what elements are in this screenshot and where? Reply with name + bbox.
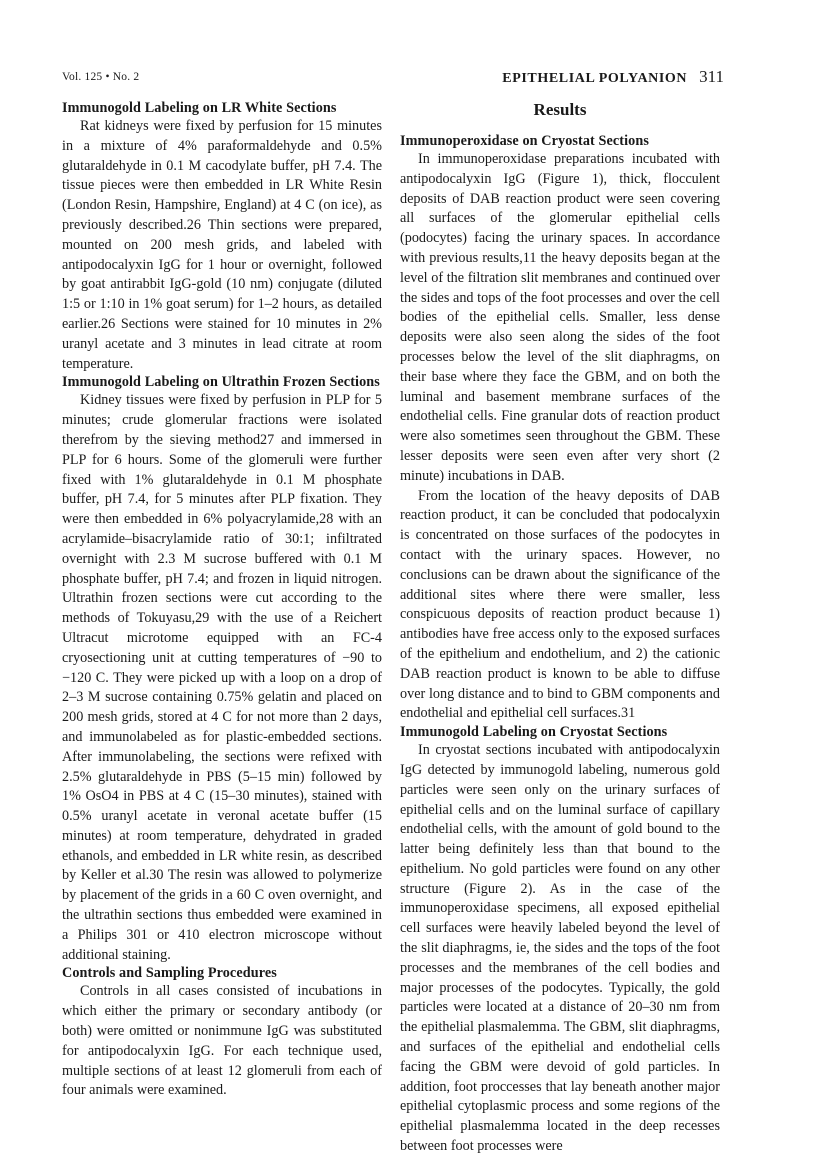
running-title: EPITHELIAL POLYANION bbox=[502, 71, 688, 86]
paragraph-immunoperoxidase-2: From the location of the heavy deposits of DAB reaction product, it can be concluded that podocalyxin is concentrated on those surfaces of the podocytes in contact with the urinary spaces. However, no conclusions can be drawn about the significance of the additional sites where there were smaller, less conspicuous deposits of reaction product because 1) antibodies have free access only to the exposed surfaces of the epithelium and endothelium, and 2) the cationic DAB reaction product is known to be able to diffuse over long distance and to bind to GBM components and endothelial and epithelial cell surfaces.31 bbox=[400, 487, 720, 722]
running-header bbox=[502, 67, 724, 87]
paragraph-controls: Controls in all cases consisted of incubations in which either the primary or secondary antibody (or both) were omitted or nonimmune IgG was substituted for antipodocalyxin IgG. For each technique used, multiple sections of at least 12 glomeruli from each of four animals were examined. bbox=[62, 983, 382, 1099]
journal-volume: Vol. 125 • No. 2 bbox=[62, 71, 140, 83]
page-number: 311 bbox=[699, 67, 724, 86]
left-column bbox=[62, 100, 382, 1101]
paragraph-lr-white: Rat kidneys were fixed by perfusion for 15 minutes in a mixture of 4% paraformaldehyde and 0.5% glutaraldehyde in 0.1 M cacodylate buffer, pH 7.4. The tissue pieces were then embedded in LR White Resin (London Resin, Hampshire, England) at 4 C (on ice), as previously described.26 Thin sections were prepared, mounted on 200 mesh grids, and labeled with antipodocalyxin IgG for 1 hour or overnight, followed by goat antirabbit IgG-gold (10 nm) conjugate (diluted 1:5 or 1:10 in 1% goat serum) for 1–2 hours, as detailed earlier.26 Sections were stained for 10 minutes in 2% uranyl acetate and 3 minutes in lead citrate at room temperature. bbox=[62, 118, 382, 372]
results-heading: Results bbox=[533, 100, 587, 119]
paragraph-ultrathin-frozen: Kidney tissues were fixed by perfusion in PLP for 5 minutes; crude glomerular fractions were isolated therefrom by the sieving method27 and immersed in PLP for 6 hours. Some of the glomeruli were further fixed with 1% glutaraldehyde in 0.1 M phosphate buffer, pH 7.4, for 5 minutes after PLP fixation. They were then embedded in 6% polyacrylamide,28 with an acrylamide–bisacrylamide ratio of 30:1; infiltrated overnight with 2.3 M sucrose buffered with 0.1 M phosphate buffer, pH 7.4; and frozen in liquid nitrogen. Ultrathin frozen sections were cut according to the methods of Tokuyasu,29 with the use of a Reichert Ultracut microtome equipped with an FC-4 cryosectioning unit at cutting temperatures of −90 to −120 C. They were picked up with a loop on a drop of 2–3 M sucrose containing 0.75% gelatin and placed on 200 mesh grids, stored at 4 C for not more than 2 days, and immunolabeled as for plastic-embedded sections. After immunolabeling, the sections were refixed with 2.5% glutaraldehyde in PBS (5–15 min) followed by 1% OsO4 in PBS at 4 C (15–30 minutes), stained with 0.5% uranyl acetate in veronal acetate buffer (15 minutes) at room temperature, dehydrated in graded ethanols, and embedded in LR white resin, as described by Keller et al.30 The resin was allowed to polymerize by placement of the grids in a 60 C oven overnight, and the ultrathin sections thus embedded were examined in a Philips 301 or 410 electron microscope without additional staining. bbox=[62, 392, 382, 963]
section-heading-ultrathin-frozen: Immunogold Labeling on Ultrathin Frozen Sections bbox=[62, 374, 380, 391]
section-heading-immunoperoxidase: Immunoperoxidase on Cryostat Sections bbox=[400, 133, 649, 149]
paragraph-immunogold-cryostat: In cryostat sections incubated with antipodocalyxin IgG detected by immunogold labeling, numerous gold particles were seen only on the urinary surfaces of epithelial cells and on the luminal surface of capillary endothelial cells, with the amount of gold bound to the latter being definitely less than that bound to the epithelium. No gold particles were found on any other structure (Figure 2). As in the case of the immunoperoxidase specimens, all exposed epithelial cell surfaces were heavily labeled beyond the level of the slit diaphragms, ie, the sides and the tops of the foot processes and the membranes of the cell bodies and major processes of the podocytes. Typically, the gold particles were located at a distance of 20–30 nm from the epithelial plasmalemma. The GBM, slit diaphragms, and surfaces of the epithelial and endothelial cells facing the GBM were devoid of gold particles. In addition, foot proccesses that lay beneath another major epithelial cytoplasmic process and some regions of the epithelial plasmalemma located in the deep recesses between foot processes were bbox=[400, 742, 720, 1155]
section-heading-lr-white: Immunogold Labeling on LR White Sections bbox=[62, 100, 337, 116]
section-heading-immunogold-cryostat: Immunogold Labeling on Cryostat Sections bbox=[400, 724, 668, 741]
paragraph-immunoperoxidase-1: In immunoperoxidase preparations incubated with antipodocalyxin IgG (Figure 1), thick, flocculent deposits of DAB reaction product were seen covering all surfaces of the glomerular epithelial cells (podocytes) facing the urinary spaces. In accordance with previous results,11 the heavy deposits began at the level of the filtration slit membranes and continued over the sides and tops of the foot processes and over the cell bodies of the epithelial cells. Smaller, less dense deposits were also seen along the sides of the foot processes below the level of the slit diaphragms, on their base where they face the GBM, and on both the luminal and basement membrane surfaces of the endothelial cells. Fine granular dots of reaction product were also sometimes seen throughout the GBM. These lesser deposits were seen even after very short (2 minute) incubations in DAB. bbox=[400, 151, 720, 484]
right-column bbox=[400, 100, 720, 1157]
section-heading-controls: Controls and Sampling Procedures bbox=[62, 965, 277, 982]
